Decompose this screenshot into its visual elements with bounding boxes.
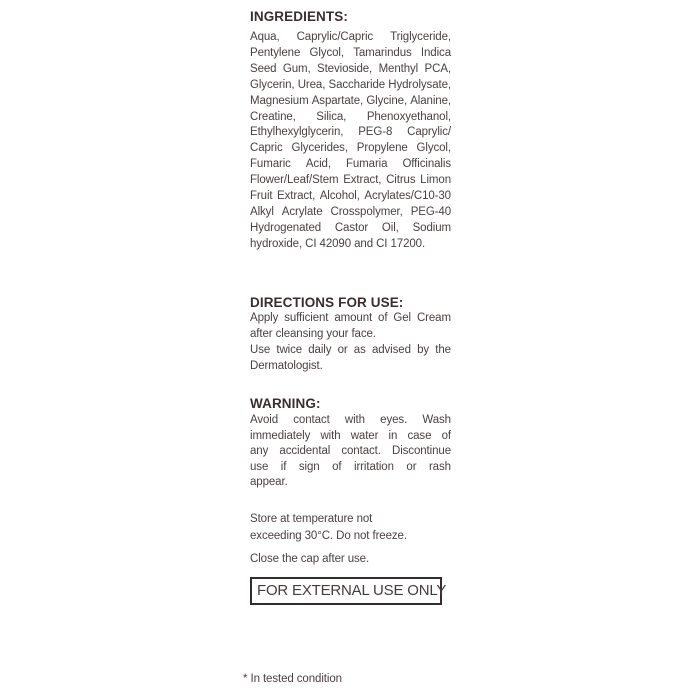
directions-paragraphs (250, 311, 451, 375)
external-use-only-box (250, 577, 447, 605)
text-line: immediately with water in case of (250, 429, 451, 442)
text-line: Pentylene Glycol, Tamarindus Indica (250, 46, 451, 59)
directions-paragraph-2 (250, 343, 451, 375)
warning-heading: WARNING: (250, 396, 321, 411)
text-line: Creatine, Silica, Phenoxyethanol, (250, 110, 451, 123)
text-line: Capric Glycerides, Propylene Glycol, (250, 142, 451, 155)
text-line: Fruit Extract, Alcohol, Acrylates/C10-30 (250, 190, 451, 203)
text-line: Magnesium Aspartate, Glycine, Alanine, (250, 94, 451, 107)
ingredients-paragraph (250, 30, 451, 253)
text-line: Store at temperature not (250, 513, 373, 525)
storage-instructions (250, 511, 451, 545)
external-use-only-text: FOR EXTERNAL USE ONLY (257, 582, 447, 599)
text-line: Seed Gum, Stevioside, Menthyl PCA, (250, 62, 451, 75)
text-line: Avoid contact with eyes. Wash (250, 414, 451, 426)
text-line: Ethylhexylglycerin, PEG-8 Caprylic/ (250, 126, 451, 139)
directions-heading: DIRECTIONS FOR USE: (250, 295, 404, 310)
text-line: use if sign of irritation or rash (250, 460, 451, 473)
text-line: Alkyl Acrylate Crosspolymer, PEG-40 (250, 205, 451, 218)
text-line: exceeding 30°C. Do not freeze. (250, 530, 407, 542)
warning-paragraph (250, 413, 451, 491)
text-line: Use twice daily or as advised by the (250, 343, 451, 356)
footnote-tested-condition: * In tested condition (243, 673, 342, 685)
ingredients-heading: INGREDIENTS: (250, 9, 348, 24)
text-line: Flower/Leaf/Stem Extract, Citrus Limon (250, 174, 451, 187)
text-line: Apply sufficient amount of Gel Cream (250, 312, 451, 324)
text-line: Glycerin, Urea, Saccharide Hydrolysate, (250, 78, 451, 91)
text-line: Fumaric Acid, Fumaria Officinalis (250, 158, 451, 171)
text-line: hydroxide, CI 42090 and CI 17200. (250, 237, 426, 250)
text-line: after cleansing your face. (250, 327, 376, 340)
text-line: Aqua, Caprylic/Capric Triglyceride, (250, 31, 451, 43)
directions-paragraph-1 (250, 311, 451, 343)
text-line: Hydrogenated Castor Oil, Sodium (250, 221, 451, 234)
close-cap-instruction: Close the cap after use. (250, 553, 370, 565)
text-line: any accidental contact. Discontinue (250, 445, 451, 457)
text-line: Dermatologist. (250, 359, 323, 372)
text-line: appear. (250, 476, 288, 488)
